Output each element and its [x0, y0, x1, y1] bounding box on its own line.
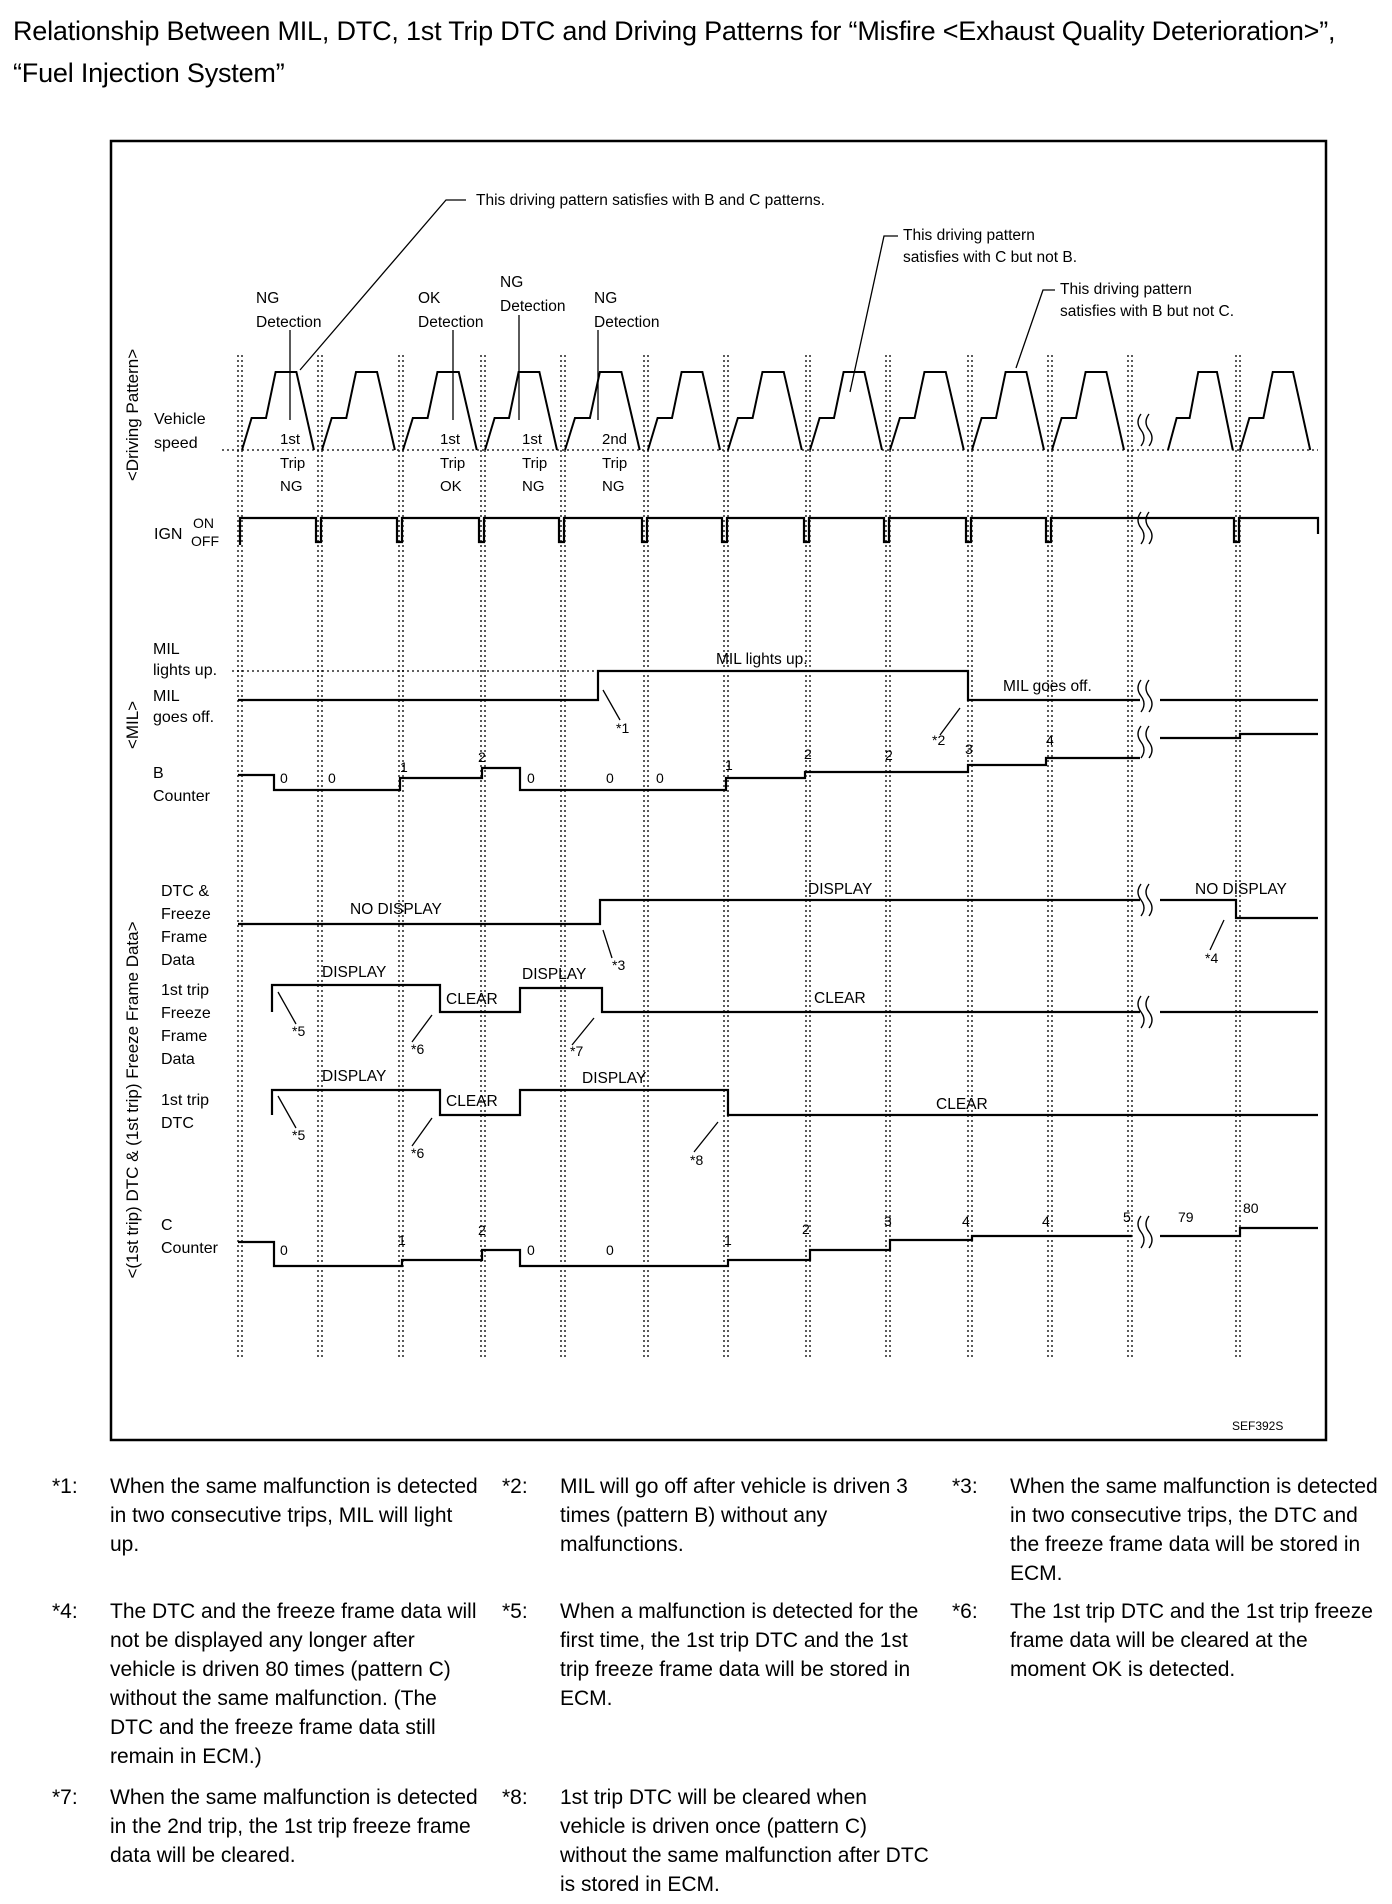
- c-counter-value: 80: [1243, 1200, 1259, 1216]
- note-number: *4:: [52, 1600, 78, 1623]
- note-text: The 1st trip DTC and the 1st trip freeze frame data will be cleared at the moment OK is detected.: [1010, 1600, 1373, 1681]
- trip-3-l2: Trip: [522, 455, 548, 472]
- detection-2-line-2: Detection: [418, 314, 484, 331]
- state-td-clear-1: CLEAR: [446, 1093, 498, 1110]
- trip-1-l3: NG: [280, 478, 303, 495]
- c-counter-value: 4: [962, 1213, 970, 1229]
- c-counter-value: 0: [606, 1242, 614, 1258]
- note-number: *8:: [502, 1786, 528, 1809]
- marker-7: *7: [570, 1043, 584, 1059]
- ff-signal: [272, 985, 1318, 1012]
- b-counter-value: 1: [400, 759, 408, 775]
- page-title: Relationship Between MIL, DTC, 1st Trip DTC and Driving Patterns for “Misfire <Exhaust Quality Deterioration>”, “Fuel Injection System”: [13, 16, 1336, 88]
- leader-b-not-c: [1016, 290, 1055, 368]
- break-mark: [1138, 1216, 1152, 1248]
- marker-2: *2: [932, 732, 946, 748]
- note-number: *1:: [52, 1475, 78, 1498]
- detection-4-line-2: Detection: [594, 314, 660, 331]
- waveforms: [238, 200, 1318, 1266]
- c-counter-value: 3: [884, 1213, 892, 1229]
- trip-3-l3: NG: [522, 478, 545, 495]
- label-mil-lights-1: MIL: [153, 641, 180, 658]
- state-ff-clear-1: CLEAR: [446, 991, 498, 1008]
- note-text: 1st trip DTC will be cleared when vehicle is driven once (pattern C) without the same malfunction after DTC is stored in ECM.: [560, 1786, 929, 1896]
- leader-bc: [300, 200, 466, 370]
- b-counter-value: 2: [478, 749, 486, 765]
- label-b-counter-2: Counter: [153, 788, 210, 805]
- marker-6b: *6: [411, 1145, 425, 1161]
- break-mark: [1138, 726, 1152, 758]
- label-on: ON: [193, 515, 214, 531]
- trip-1-l1: 1st: [280, 431, 301, 448]
- break-mark: [1138, 414, 1152, 446]
- figure-code: SEF392S: [1232, 1419, 1284, 1433]
- break-mark: [1138, 996, 1152, 1028]
- break-mark: [1138, 680, 1152, 712]
- break-mark: [1138, 884, 1152, 916]
- marker-4: *4: [1205, 950, 1219, 966]
- marker-arrow: [1210, 920, 1224, 950]
- label-ff-2: Freeze: [161, 1005, 211, 1022]
- b-counter-value: 0: [606, 770, 614, 786]
- state-td-display-1: DISPLAY: [322, 1068, 387, 1085]
- note-text: When the same malfunction is detected in two consecutive trips, MIL will light up.: [110, 1475, 478, 1556]
- c-counter-value: 1: [398, 1232, 406, 1248]
- marker-arrow: [572, 1018, 594, 1045]
- marker-arrow: [278, 992, 296, 1024]
- label-speed: speed: [154, 435, 198, 452]
- detection-3-line-2: Detection: [500, 298, 566, 315]
- note-text: MIL will go off after vehicle is driven 3 times (pattern B) without any malfunctions.: [560, 1475, 908, 1556]
- c-counter-value: 79: [1178, 1209, 1194, 1225]
- trip-4-l1: 2nd: [602, 431, 628, 448]
- state-mil-goes-off: MIL goes off.: [1003, 678, 1092, 695]
- section-label-driving-pattern: <Driving Pattern>: [123, 348, 142, 482]
- leader-c-not-b: [850, 236, 898, 392]
- label-b-counter-1: B: [153, 765, 164, 782]
- label-td-2: DTC: [161, 1115, 194, 1132]
- detection-3-line-1: NG: [500, 274, 524, 291]
- state-mil-lights-up: MIL lights up.: [716, 651, 808, 668]
- b-counter-value: 1: [725, 757, 733, 773]
- state-td-clear-2: CLEAR: [936, 1096, 988, 1113]
- note-text: When a malfunction is detected for the first time, the 1st trip DTC and the 1st trip freeze frame data will be stored in ECM.: [560, 1600, 919, 1710]
- note-number: *2:: [502, 1475, 528, 1498]
- label-td-1: 1st trip: [161, 1092, 210, 1109]
- note-number: *5:: [502, 1600, 528, 1623]
- section-label-mil: <MIL>: [123, 700, 142, 750]
- b-counter-value: 3: [965, 741, 973, 757]
- marker-3: *3: [612, 957, 626, 973]
- b-counter-value: 0: [656, 770, 664, 786]
- b-counter-value: 2: [885, 747, 893, 763]
- detection-1-line-2: Detection: [256, 314, 322, 331]
- state-ff-display-1: DISPLAY: [322, 964, 387, 981]
- annotation-b-not-c-2: satisfies with B but not C.: [1060, 303, 1235, 320]
- annotation-c-not-b-1: This driving pattern: [903, 227, 1035, 244]
- state-no-display: NO DISPLAY: [350, 901, 442, 918]
- c-counter-value: 5: [1123, 1209, 1131, 1225]
- marker-arrow: [278, 1096, 296, 1128]
- label-dtc-3: Frame: [161, 929, 208, 946]
- note-number: *7:: [52, 1786, 78, 1809]
- c-counter-value: 0: [527, 1242, 535, 1258]
- trip-boundary-grid: [222, 355, 1318, 1360]
- label-c-counter-1: C: [161, 1217, 173, 1234]
- label-dtc-2: Freeze: [161, 906, 211, 923]
- c-counter-value: 1: [724, 1232, 732, 1248]
- detection-1-line-1: NG: [256, 290, 280, 307]
- trip-2-l2: Trip: [440, 455, 466, 472]
- trip-2-l3: OK: [440, 478, 462, 495]
- state-no-display-end: NO DISPLAY: [1195, 881, 1287, 898]
- label-dtc-1: DTC &: [161, 883, 209, 900]
- marker-5b: *5: [292, 1127, 306, 1143]
- label-ff-3: Frame: [161, 1028, 208, 1045]
- td-signal: [272, 1090, 1318, 1115]
- note-text: When the same malfunction is detected in the 2nd trip, the 1st trip freeze frame data will be cleared.: [110, 1786, 478, 1867]
- marker-6a: *6: [411, 1041, 425, 1057]
- vehicle-speed-curve: [242, 372, 1310, 450]
- trip-2-l1: 1st: [440, 431, 461, 448]
- label-mil-lights-2: lights up.: [153, 662, 218, 679]
- label-dtc-4: Data: [161, 952, 195, 969]
- state-ff-display-2: DISPLAY: [522, 966, 587, 983]
- label-off: OFF: [191, 533, 219, 549]
- b-counter-value: 4: [1046, 732, 1054, 748]
- b-counter-value: 0: [328, 770, 336, 786]
- trip-4-l2: Trip: [602, 455, 628, 472]
- label-mil-off-1: MIL: [153, 688, 180, 705]
- annotation-b-and-c: This driving pattern satisfies with B and C patterns.: [476, 192, 825, 209]
- b-counter-value: 0: [527, 770, 535, 786]
- break-mark: [1138, 512, 1152, 544]
- state-display: DISPLAY: [808, 881, 873, 898]
- label-ff-4: Data: [161, 1051, 195, 1068]
- marker-arrow: [694, 1122, 718, 1152]
- label-c-counter-2: Counter: [161, 1240, 218, 1257]
- c-counter-value: 0: [280, 1242, 288, 1258]
- section-label-dtc: <(1st trip) DTC & (1st trip) Freeze Frame Data>: [123, 921, 142, 1279]
- c-counter-value: 4: [1042, 1213, 1050, 1229]
- note-number: *6:: [952, 1600, 978, 1623]
- trip-1-l2: Trip: [280, 455, 306, 472]
- label-vehicle: Vehicle: [154, 411, 206, 428]
- marker-1: *1: [616, 720, 630, 736]
- state-td-display-2: DISPLAY: [582, 1070, 647, 1087]
- state-ff-clear-2: CLEAR: [814, 990, 866, 1007]
- trip-3-l1: 1st: [522, 431, 543, 448]
- marker-arrow: [940, 708, 960, 735]
- b-counter-value: 2: [804, 746, 812, 762]
- note-text: The DTC and the freeze frame data will not be displayed any longer after vehicle is driven 80 times (pattern C) without the same malfunction. (The DTC and the freeze frame data still remain in ECM.): [110, 1600, 477, 1768]
- label-ff-1: 1st trip: [161, 982, 210, 999]
- ign-signal: [240, 518, 1318, 545]
- b-counter-value: 0: [280, 770, 288, 786]
- c-counter-value: 2: [802, 1221, 810, 1237]
- detection-4-line-1: NG: [594, 290, 618, 307]
- note-number: *3:: [952, 1475, 978, 1498]
- mil-signal: [238, 671, 1318, 700]
- note-text: When the same malfunction is detected in two consecutive trips, the DTC and the freeze frame data will be stored in ECM.: [1010, 1475, 1378, 1585]
- marker-arrow: [603, 690, 620, 720]
- label-ign: IGN: [154, 526, 183, 543]
- label-mil-off-2: goes off.: [153, 709, 215, 726]
- marker-arrow: [412, 1015, 432, 1042]
- c-counter-value: 2: [478, 1222, 486, 1238]
- trip-4-l3: NG: [602, 478, 625, 495]
- marker-5a: *5: [292, 1023, 306, 1039]
- annotation-b-not-c-1: This driving pattern: [1060, 281, 1192, 298]
- detection-2-line-1: OK: [418, 290, 441, 307]
- marker-arrow: [603, 930, 612, 958]
- marker-8: *8: [690, 1152, 704, 1168]
- marker-arrow: [412, 1118, 432, 1146]
- annotation-c-not-b-2: satisfies with C but not B.: [903, 249, 1078, 266]
